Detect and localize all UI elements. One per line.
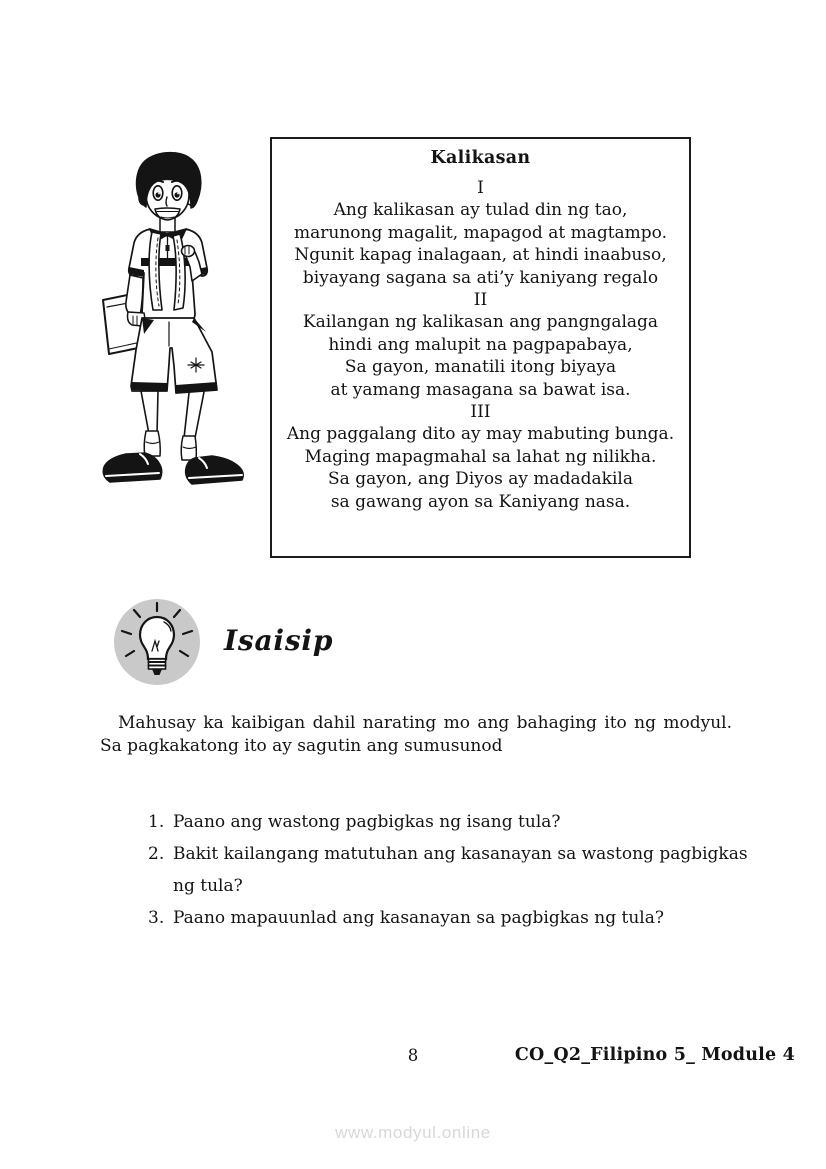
poem-stanza-number: I: [477, 178, 484, 198]
poem-title: Kalikasan: [430, 148, 531, 168]
question-number: 1.: [148, 812, 165, 832]
lightbulb-icon: [112, 597, 202, 687]
question-item-2: [148, 838, 750, 902]
intro-paragraph: Mahusay ka kaibigan dahil narating mo ang bahaging ito ng modyul. Sa pagkakatong ito ay sagutin ang sumusunod: [100, 713, 732, 756]
poem-line: Sa gayon, ang Diyos ay madadakila: [328, 469, 633, 490]
poem-line: at yamang masagana sa bawat isa.: [330, 379, 631, 400]
poem-stanza-number: II: [473, 290, 488, 311]
poem-line: sa gawang ayon sa Kaniyang nasa.: [330, 491, 631, 512]
question-text: Paano ang wastong pagbigkas ng isang tula?: [173, 812, 561, 832]
poem-box: [270, 137, 691, 558]
poem-line: Ngunit kapag inalagaan, at hindi inaabuso,: [294, 245, 667, 266]
poem-line: Ang paggalang dito ay may mabuting bunga.: [286, 424, 675, 445]
module-label: CO_Q2_Filipino 5_ Module 4: [514, 1045, 795, 1065]
poem-line: biyayang sagana sa ati’y kaniyang regalo: [302, 267, 659, 288]
question-number: 2.: [148, 844, 165, 864]
schoolboy-drawing: [96, 150, 258, 502]
poem-stanza-number: III: [470, 402, 491, 423]
section-heading: Isaisip: [224, 624, 334, 657]
poem-line: Kailangan ng kalikasan ang pangngalaga: [302, 312, 659, 333]
question-text: Bakit kailangang matutuhan ang kasanayan sa wastong pagbigkas ng tula?: [173, 844, 748, 896]
question-item-3: [148, 902, 750, 934]
watermark: www.modyul.online: [335, 1123, 491, 1142]
question-number: 3.: [148, 908, 165, 928]
poem-line: Sa gayon, manatili itong biyaya: [344, 357, 617, 378]
schoolboy-illustration: [96, 150, 258, 502]
questions-list: [148, 806, 750, 934]
poem-line: Ang kalikasan ay tulad din ng tao,: [333, 200, 628, 221]
question-text: Paano mapauunlad ang kasanayan sa pagbigkas ng tula?: [173, 908, 664, 928]
poem-line: marunong magalit, mapagod at magtampo.: [293, 222, 668, 243]
page-number: 8: [407, 1046, 419, 1065]
poem-line: Maging mapagmahal sa lahat ng nilikha.: [304, 446, 657, 467]
question-item-1: [148, 806, 750, 838]
poem-line: hindi ang malupit na pagpapabaya,: [328, 334, 633, 355]
